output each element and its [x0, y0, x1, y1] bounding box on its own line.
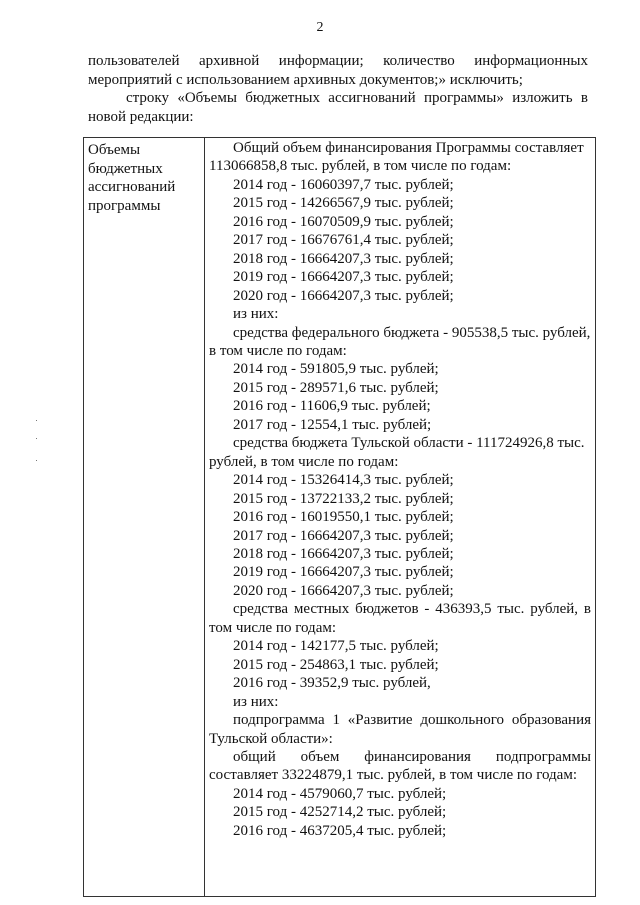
year-line: 2015 год - 289571,6 тыс. рублей; [233, 379, 439, 396]
row-label-cell [84, 138, 205, 897]
local-budget-line: том числе по годам: [209, 619, 337, 636]
year-line: 2016 год - 11606,9 тыс. рублей; [233, 398, 431, 415]
year-line: 2016 год - 39352,9 тыс. рублей, [233, 675, 431, 692]
row-label-line: бюджетных [88, 160, 163, 177]
year-line: 2014 год - 16060397,7 тыс. рублей; [233, 176, 454, 193]
year-line: 2015 год - 4252714,2 тыс. рублей; [233, 804, 447, 821]
of-them-line: из них: [233, 693, 279, 710]
row-label-line: ассигнований [88, 179, 176, 196]
year-line: 2016 год - 16070509,9 тыс. рублей; [233, 213, 454, 230]
intro-line: мероприятий с использованием архивных документов;» исключить; [88, 71, 523, 88]
year-line: 2014 год - 15326414,3 тыс. рублей; [233, 472, 454, 489]
year-line: 2016 год - 4637205,4 тыс. рублей; [233, 822, 447, 839]
scan-specks [36, 420, 38, 480]
of-them-line: из них: [233, 306, 279, 323]
year-line: 2015 год - 13722133,2 тыс. рублей; [233, 490, 454, 507]
year-line: 2019 год - 16664207,3 тыс. рублей; [233, 269, 454, 286]
year-line: 2015 год - 14266567,9 тыс. рублей; [233, 195, 454, 212]
year-line: 2015 год - 254863,1 тыс. рублей; [233, 656, 439, 673]
row-label-line: программы [88, 198, 161, 215]
federal-budget-line: в том числе по годам: [209, 342, 347, 359]
local-budget-line: средства местных бюджетов - 436393,5 тыс. рублей, в [233, 601, 591, 618]
year-line: 2014 год - 4579060,7 тыс. рублей; [233, 785, 447, 802]
year-line: 2018 год - 16664207,3 тыс. рублей; [233, 250, 454, 267]
regional-budget-line: средства бюджета Тульской области - 111724926,8 тыс. [233, 435, 585, 452]
total-funding-line: Общий объем финансирования Программы составляет [233, 140, 584, 156]
year-line: 2017 год - 16676761,4 тыс. рублей; [233, 232, 454, 249]
intro-paragraph [88, 52, 588, 126]
intro-line: новой редакции: [88, 108, 194, 125]
intro-line: строку «Объемы бюджетных ассигнований программы» изложить в [126, 90, 588, 106]
year-line: 2017 год - 12554,1 тыс. рублей; [233, 416, 432, 433]
subprogram-title-line: подпрограмма 1 «Развитие дошкольного образования [233, 712, 591, 729]
year-line: 2020 год - 16664207,3 тыс. рублей; [233, 287, 454, 304]
subprogram-funding-line: составляет 33224879,1 тыс. рублей, в том числе по годам: [209, 767, 577, 784]
year-line: 2018 год - 16664207,3 тыс. рублей; [233, 545, 454, 562]
row-value-cell [205, 138, 596, 897]
intro-line: пользователей архивной информации; количество информационных [88, 53, 588, 69]
program-funding-table [83, 137, 596, 897]
federal-budget-line: средства федерального бюджета - 905538,5 тыс. рублей, [233, 324, 591, 341]
year-line: 2019 год - 16664207,3 тыс. рублей; [233, 564, 454, 581]
total-funding-line: 113066858,8 тыс. рублей, в том числе по годам: [209, 158, 512, 175]
year-line: 2014 год - 591805,9 тыс. рублей; [233, 361, 439, 378]
subprogram-title-line: Тульской области»: [209, 730, 333, 747]
year-line: 2017 год - 16664207,3 тыс. рублей; [233, 527, 454, 544]
regional-budget-line: рублей, в том числе по годам: [209, 453, 399, 470]
row-label-line: Объемы [88, 142, 141, 158]
subprogram-funding-line: общий объем финансирования подпрограммы [233, 748, 591, 765]
year-line: 2020 год - 16664207,3 тыс. рублей; [233, 582, 454, 599]
year-line: 2016 год - 16019550,1 тыс. рублей; [233, 509, 454, 526]
year-line: 2014 год - 142177,5 тыс. рублей; [233, 638, 439, 655]
page-number: 2 [316, 20, 324, 35]
